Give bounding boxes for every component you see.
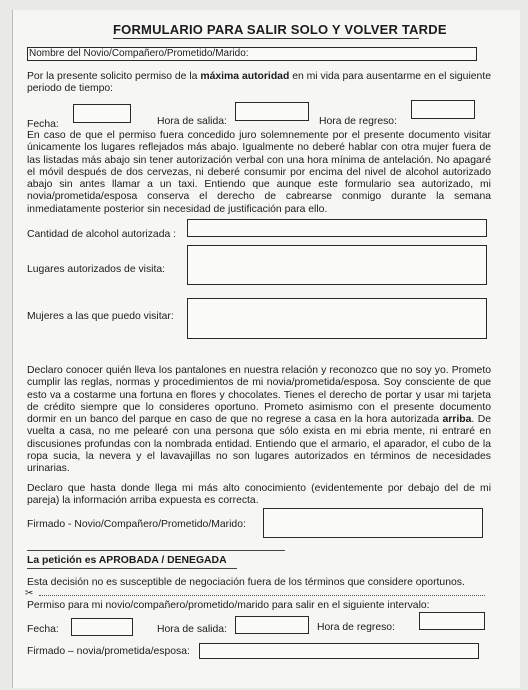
places-field[interactable] — [187, 245, 487, 285]
decision-text: Esta decisión no es susceptible de negociación fuera de los términos que considere oportunos. — [27, 577, 465, 588]
departure-field[interactable] — [235, 102, 309, 121]
petition-underline — [27, 568, 237, 569]
places-label: Lugares autorizados de visita: — [27, 264, 166, 275]
return-label: Hora de regreso: — [319, 116, 397, 127]
title-underline — [113, 38, 419, 39]
signature-field[interactable] — [263, 508, 483, 538]
paragraph-declaration: Declaro conocer quién lleva los pantalones en nuestra relación y reconozco que no soy yo. Prometo cumplir las reglas, normas y procedimientos de mi novia/prometida/esposa. Soy consciente de que esto va a costarme una fortuna en flores y chocolates. Tienes el derecho de portar y usar mi tarjeta de crédito siempre que lo consideres oportuno. Prometo asimismo con el presente documento dormir en un banco del parque en caso de que no regrese a casa en la hora autorizada arriba. De vuelta a casa, no me pelearé con una persona que sólo exista en mi ebria mente, ni entraré en discusiones profundas con la nombrada entidad. Entiendo que el armario, el aparador, el cubo de la ropa sucia, la nevera y el lavavajillas no son lugares autorizados en términos de necesidades urinarias. — [27, 365, 492, 475]
departure2-label: Hora de salida: — [157, 624, 227, 635]
signature2-label: Firmado – novia/prometida/esposa: — [27, 646, 190, 657]
paragraph-conditions: En caso de que el permiso fuera concedido juro solemnemente por el presente documento visitar únicamente los lugares reflejados más abajo. Igualmente no deberé hablar con otra mujer fuera de las listadas más abajo sin tener autorización verbal con una hora mínima de antelación. No apagaré el móvil después de dos cervezas, ni deberé consumir por encima del nivel de alcohol autorizado abajo sin antes llamar a un taxi. Entiendo que aunque este formulario sea autorizado, mi novia/prometida/esposa conserva el derecho de cabrearse conmigo durante la semana inmediatamente posterior sin necesidad de justificación para ello. — [27, 130, 491, 215]
permission-text: Permiso para mi novio/compañero/prometido/marido para salir en el siguiente intervalo: — [27, 600, 430, 611]
date2-label: Fecha: — [27, 624, 59, 635]
form-title: FORMULARIO PARA SALIR SOLO Y VOLVER TARDE — [113, 22, 447, 37]
return-field[interactable] — [411, 100, 475, 119]
scissors-icon: ✂ — [25, 588, 34, 599]
women-label: Mujeres a las que puedo visitar: — [27, 311, 174, 322]
departure-label: Hora de salida: — [157, 116, 227, 127]
cut-line — [39, 595, 485, 596]
paragraph-truth: Declaro que hasta donde llega mi más alto conocimiento (evidentemente por debajo del de mi pareja) la información arriba expuesta es correcta. — [27, 483, 491, 507]
alcohol-field[interactable] — [187, 219, 487, 237]
date2-field[interactable] — [71, 618, 133, 636]
return2-label: Hora de regreso: — [317, 622, 395, 633]
signature-label: Firmado - Novio/Compañero/Prometido/Marido: — [27, 519, 246, 530]
name-label: Nombre del Novio/Compañero/Prometido/Marido: — [29, 48, 249, 59]
return2-field[interactable] — [419, 612, 485, 630]
intro-text: Por la presente solicito permiso de la máxima autoridad en mi vida para ausentarme en el siguiente periodo de tiempo: — [27, 71, 491, 95]
departure2-field[interactable] — [235, 616, 309, 634]
petition-status: La petición es APROBADA / DENEGADA — [27, 555, 227, 566]
form-page — [12, 10, 520, 688]
date-field[interactable] — [73, 104, 131, 123]
alcohol-label: Cantidad de alcohol autorizada : — [27, 229, 177, 240]
women-field[interactable] — [187, 298, 487, 339]
date-label: Fecha: — [27, 119, 59, 130]
section-divider — [27, 550, 285, 551]
signature2-field[interactable] — [199, 643, 479, 659]
